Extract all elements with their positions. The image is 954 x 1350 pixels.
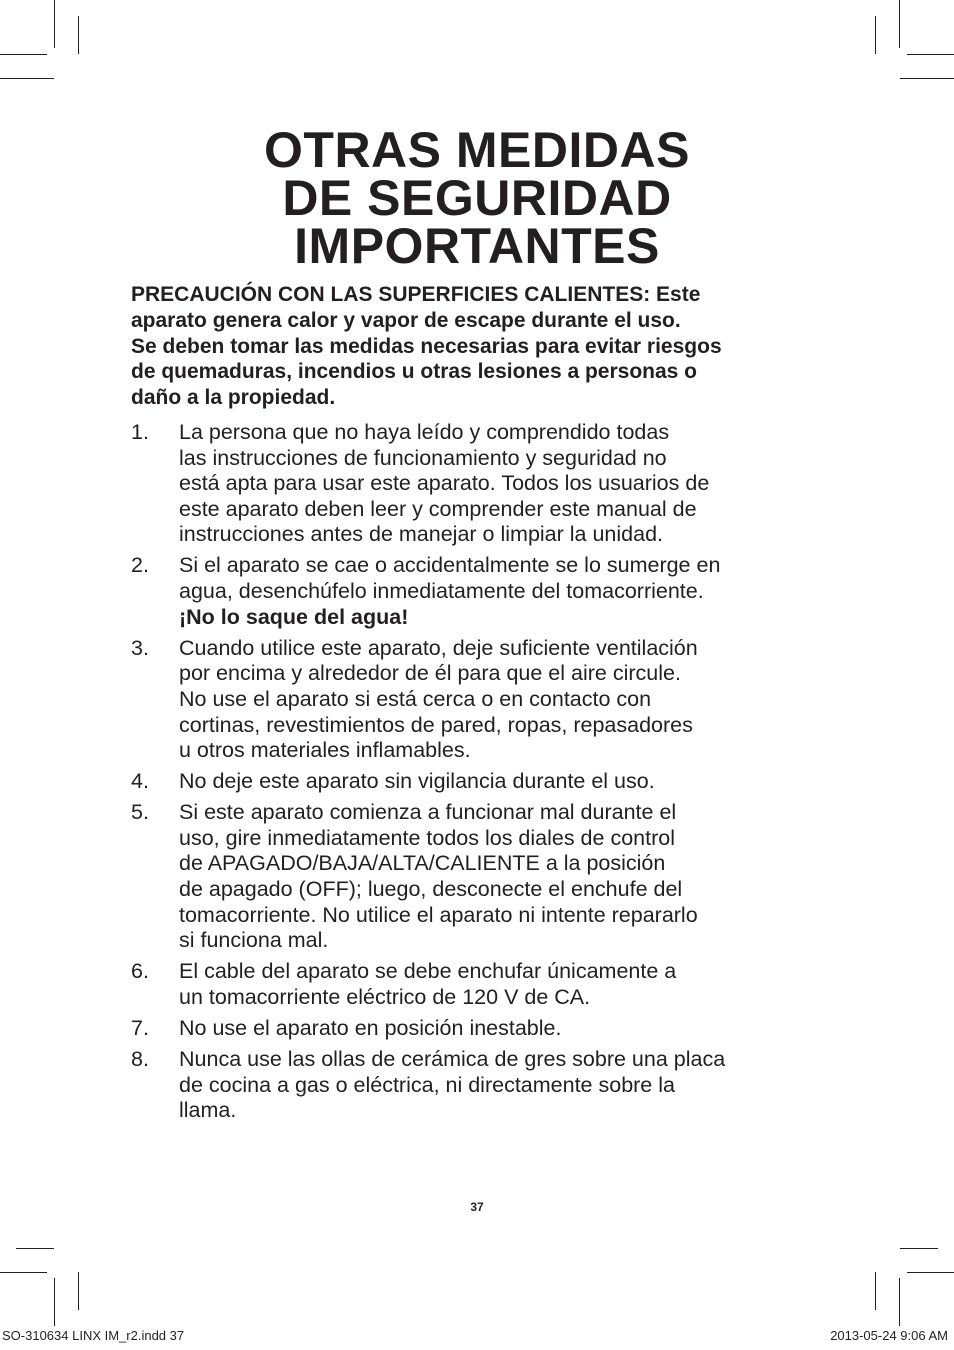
item-line: No use el aparato si está cerca o en contacto con xyxy=(179,686,652,711)
item-number: 6. xyxy=(131,959,149,984)
list-item xyxy=(131,553,831,630)
item-line: está apta para usar este aparato. Todos los usuarios de xyxy=(179,471,710,496)
list-item xyxy=(131,959,831,1010)
list-item xyxy=(131,636,831,764)
crop-mark xyxy=(54,0,55,48)
crop-mark xyxy=(900,1248,938,1249)
title-line: IMPORTANTES xyxy=(294,218,660,274)
item-number: 8. xyxy=(131,1047,149,1072)
item-line: Cuando utilice este aparato, deje suficiente ventilación xyxy=(179,635,698,660)
item-text xyxy=(179,1047,831,1124)
item-number: 5. xyxy=(131,800,149,825)
item-line: de apagado (OFF); luego, desconecte el enchufe del xyxy=(179,877,683,902)
item-line: u otros materiales inflamables. xyxy=(179,738,471,763)
list-item xyxy=(131,800,831,954)
slug-filename: SO-310634 LINX IM_r2.indd 37 xyxy=(2,1328,185,1343)
item-line: No use el aparato en posición inestable. xyxy=(179,1016,562,1041)
crop-mark xyxy=(78,16,79,54)
caution-line: PRECAUCIÓN CON LAS SUPERFICIES CALIENTES: Este xyxy=(131,283,701,306)
crop-mark xyxy=(0,78,54,79)
item-number: 4. xyxy=(131,769,149,794)
page-title xyxy=(0,122,954,274)
caution-line: aparato genera calor y vapor de escape durante el uso. xyxy=(131,308,681,332)
item-text xyxy=(179,420,831,548)
crop-mark xyxy=(78,1272,79,1310)
item-text xyxy=(179,769,831,795)
item-line: de cocina a gas o eléctrica, ni directamente sobre la xyxy=(179,1072,675,1097)
item-text xyxy=(179,800,831,954)
slug-timestamp: 2013-05-24 9:06 AM xyxy=(830,1328,948,1343)
item-number: 2. xyxy=(131,553,149,578)
item-line: las instrucciones de funcionamiento y seguridad no xyxy=(179,445,667,470)
item-line: de APAGADO/BAJA/ALTA/CALIENTE a la posición xyxy=(179,851,666,876)
item-line: un tomacorriente eléctrico de 120 V de CA. xyxy=(179,984,591,1009)
list-item xyxy=(131,1016,831,1042)
safety-content xyxy=(131,282,831,1129)
crop-mark xyxy=(899,0,900,48)
item-line: cortinas, revestimientos de pared, ropas, repasadores xyxy=(179,712,693,737)
crop-mark xyxy=(907,1272,954,1273)
caution-line: daño a la propiedad. xyxy=(131,386,336,410)
hot-surface-caution xyxy=(131,282,831,411)
crop-mark xyxy=(16,1248,54,1249)
crop-mark xyxy=(0,54,47,55)
item-line: Si el aparato se cae o accidentalmente se lo sumerge en xyxy=(179,553,721,578)
item-line: agua, desenchúfelo inmediatamente del tomacorriente. xyxy=(179,579,704,604)
item-line: si funciona mal. xyxy=(179,928,329,953)
item-line: instrucciones antes de manejar o limpiar la unidad. xyxy=(179,522,664,547)
item-text xyxy=(179,959,831,1010)
item-line: llama. xyxy=(179,1098,237,1123)
crop-mark xyxy=(900,78,954,79)
item-line: El cable del aparato se debe enchufar únicamente a xyxy=(179,959,677,984)
item-number: 3. xyxy=(131,635,149,660)
title-line: OTRAS MEDIDAS xyxy=(264,122,690,178)
item-line: Si este aparato comienza a funcionar mal durante el xyxy=(179,800,677,825)
crop-mark xyxy=(875,16,876,54)
list-item xyxy=(131,769,831,795)
item-line: uso, gire inmediatamente todos los diales de control xyxy=(179,825,675,850)
caution-line: de quemaduras, incendios u otras lesiones a personas o xyxy=(131,360,698,384)
item-line: tomacorriente. No utilice el aparato ni intente repararlo xyxy=(179,902,698,927)
item-text xyxy=(179,553,831,630)
item-number: 1. xyxy=(131,419,149,444)
crop-mark xyxy=(0,1272,47,1273)
page-number: 37 xyxy=(470,1200,484,1214)
item-line: por encima y alrededor de él para que el aire circule. xyxy=(179,661,681,686)
list-item xyxy=(131,1047,831,1124)
crop-mark xyxy=(875,1272,876,1310)
list-item xyxy=(131,420,831,548)
item-warning: ¡No lo saque del agua! xyxy=(179,604,409,629)
safety-list xyxy=(131,420,831,1124)
title-line: DE SEGURIDAD xyxy=(282,170,672,226)
item-text xyxy=(179,636,831,764)
item-line: Nunca use las ollas de cerámica de gres sobre una placa xyxy=(179,1047,726,1072)
item-text xyxy=(179,1016,831,1042)
item-line: No deje este aparato sin vigilancia durante el uso. xyxy=(179,769,655,794)
crop-mark xyxy=(54,1278,55,1326)
crop-mark xyxy=(907,54,954,55)
item-line: La persona que no haya leído y comprendido todas xyxy=(179,419,670,444)
item-line: este aparato deben leer y comprender este manual de xyxy=(179,496,697,521)
item-number: 7. xyxy=(131,1016,149,1041)
crop-mark xyxy=(899,1278,900,1326)
caution-line: Se deben tomar las medidas necesarias para evitar riesgos xyxy=(131,334,722,358)
